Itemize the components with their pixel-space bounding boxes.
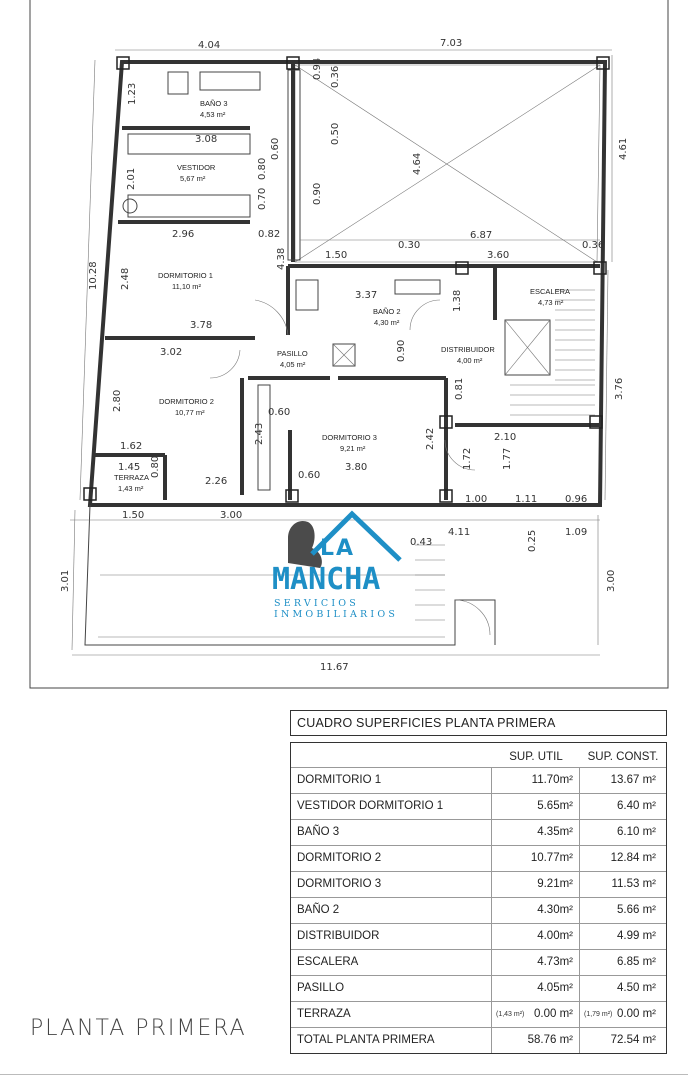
sink <box>200 72 260 90</box>
dimension-label: 4.11 <box>448 527 471 538</box>
row-util: 10.77m² <box>492 846 580 871</box>
room-name: DORMITORIO 3 <box>322 433 377 442</box>
dimension-label: 1.11 <box>515 494 538 505</box>
dimension-label: 3.08 <box>195 134 218 145</box>
row-const: 6.85 m² <box>617 956 656 968</box>
dimension-label: 2.80 <box>112 389 123 412</box>
dimension-label: 0.80 <box>257 157 268 180</box>
table-row <box>291 975 666 1001</box>
table-row <box>291 897 666 923</box>
row-const-cell <box>580 1002 666 1027</box>
room-area: 1,43 m² <box>118 484 144 493</box>
dimension-label: 11.67 <box>320 662 349 673</box>
column-header-util: SUP. UTIL <box>509 751 563 763</box>
dimension-label: 7.03 <box>440 38 463 49</box>
dimension-label: 0.90 <box>396 339 407 362</box>
dimension-label: 3.02 <box>160 347 183 358</box>
row-name: BAÑO 2 <box>291 898 492 923</box>
door-swing <box>455 600 490 635</box>
dimension-label: 2.42 <box>425 427 436 450</box>
table-header <box>291 743 666 767</box>
sink <box>395 280 440 294</box>
row-util: 4.30m² <box>492 898 580 923</box>
row-util: 4.00m² <box>492 924 580 949</box>
row-const: 6.10 m² <box>617 826 656 838</box>
util-note: (1,43 m²) <box>496 1011 525 1018</box>
row-name: DISTRIBUIDOR <box>291 924 492 949</box>
logo-mancha-text: MANCHA <box>272 562 381 597</box>
dimension-label: 1.45 <box>118 462 141 473</box>
table-row <box>291 793 666 819</box>
room-name: BAÑO 2 <box>373 307 401 316</box>
table-row <box>291 871 666 897</box>
dimension-label: 1.77 <box>502 447 513 470</box>
total-util: 58.76 m² <box>492 1028 580 1053</box>
dimension-label: 1.09 <box>565 527 588 538</box>
table-row <box>291 1001 666 1027</box>
table-title: CUADRO SUPERFICIES PLANTA PRIMERA <box>290 710 667 736</box>
dimension-label: 4.64 <box>412 152 423 175</box>
shower <box>296 280 318 310</box>
dimension-label: 3.76 <box>614 377 625 400</box>
dimension-label: 0.70 <box>257 187 268 210</box>
row-const: 13.67 m² <box>610 774 656 786</box>
logo-subtitle-2: INMOBILIARIOS <box>274 609 399 620</box>
room-area: 11,10 m² <box>172 282 202 291</box>
row-util-cell <box>492 1002 580 1027</box>
dimension-label: 4.04 <box>198 40 221 51</box>
dimension-label: 2.01 <box>126 167 137 190</box>
dimension-label: 10.28 <box>88 261 99 290</box>
row-const: 5.66 m² <box>617 904 656 916</box>
const-note: (1,79 m²) <box>584 1011 613 1018</box>
table-total-row <box>291 1027 666 1053</box>
dimension-label: 0.50 <box>330 122 341 145</box>
row-util: 4.73m² <box>492 950 580 975</box>
surface-table <box>290 710 667 1054</box>
door-swing <box>210 350 240 378</box>
dimension-label: 0.90 <box>312 182 323 205</box>
row-const: 12.84 m² <box>610 852 656 864</box>
row-name: BAÑO 3 <box>291 820 492 845</box>
room-area: 4,00 m² <box>457 356 483 365</box>
room-area: 4,73 m² <box>538 298 564 307</box>
dimension-label: 0.60 <box>298 470 321 481</box>
door-swing <box>410 300 440 330</box>
table-row <box>291 819 666 845</box>
plan-title: PLANTA PRIMERA <box>30 1016 247 1041</box>
company-logo <box>268 508 418 618</box>
dimension-label: 3.01 <box>60 569 71 592</box>
toilet <box>168 72 188 94</box>
room-name: DORMITORIO 2 <box>159 397 214 406</box>
dimension-label: 3.80 <box>345 462 368 473</box>
row-name: DORMITORIO 2 <box>291 846 492 871</box>
dimension-label: 2.26 <box>205 476 228 487</box>
row-util: 0.00 m² <box>534 1008 573 1020</box>
dimension-label: 3.78 <box>190 320 213 331</box>
dimension-label: 0.30 <box>398 240 421 251</box>
room-area: 4,05 m² <box>280 360 306 369</box>
dimension-label: 1.72 <box>462 447 473 470</box>
dimension-label: 0.43 <box>410 537 433 548</box>
dimension-label: 0.81 <box>454 377 465 400</box>
room-area: 9,21 m² <box>340 444 366 453</box>
row-name: TERRAZA <box>291 1002 492 1027</box>
row-const: 0.00 m² <box>617 1008 656 1020</box>
dimension-label: 6.87 <box>470 230 493 241</box>
door-swing <box>255 300 288 335</box>
room-area: 10,77 m² <box>175 408 205 417</box>
room-name: BAÑO 3 <box>200 99 228 108</box>
dimension-label: 1.50 <box>325 250 348 261</box>
dimension-label: 2.48 <box>120 267 131 290</box>
total-const: 72.54 m² <box>610 1034 656 1046</box>
table-row <box>291 949 666 975</box>
dimension-label: 0.60 <box>270 137 281 160</box>
dimension-label: 4.61 <box>618 137 629 160</box>
room-name: DORMITORIO 1 <box>158 271 213 280</box>
room-area: 4,30 m² <box>374 318 400 327</box>
dimension-label: 0.96 <box>565 494 588 505</box>
room-name: PASILLO <box>277 349 308 358</box>
fixture <box>123 199 137 213</box>
dimension-label: 0.60 <box>268 407 291 418</box>
dimension-label: 0.80 <box>150 455 161 478</box>
table-row <box>291 845 666 871</box>
dimension-label: 2.96 <box>172 229 195 240</box>
room-name: ESCALERA <box>530 287 571 296</box>
dimension-label: 1.62 <box>120 441 143 452</box>
room-area: 4,53 m² <box>200 110 226 119</box>
row-const: 11.53 m² <box>611 878 656 890</box>
closet <box>128 134 250 154</box>
dimension-label: 0.82 <box>258 229 281 240</box>
row-name: DORMITORIO 3 <box>291 872 492 897</box>
row-name: VESTIDOR DORMITORIO 1 <box>291 794 492 819</box>
row-util: 4.35m² <box>492 820 580 845</box>
room-name: TERRAZA <box>114 473 150 482</box>
room-area: 5,67 m² <box>180 174 206 183</box>
dimension-label: 0.25 <box>527 529 538 552</box>
dimension-label: 1.38 <box>452 289 463 312</box>
bottom-divider <box>0 1074 688 1075</box>
row-util: 9.21m² <box>492 872 580 897</box>
dimension-label: 2.43 <box>254 422 265 445</box>
dimension-label: 0.94 <box>312 57 323 80</box>
dimension-label: 0.36 <box>582 240 605 251</box>
column-header-const: SUP. CONST. <box>587 751 659 763</box>
row-const: 4.50 m² <box>617 982 656 994</box>
row-util: 4.05m² <box>492 976 580 1001</box>
row-name: PASILLO <box>291 976 492 1001</box>
dimension-label: 3.00 <box>220 510 243 521</box>
room-name: DISTRIBUIDOR <box>441 345 495 354</box>
logo-subtitle-1: SERVICIOS <box>274 598 359 609</box>
row-const: 4.99 m² <box>617 930 656 942</box>
dimension-label: 3.37 <box>355 290 378 301</box>
row-const: 6.40 m² <box>617 800 656 812</box>
table-row <box>291 767 666 793</box>
dimension-label: 4.38 <box>276 247 287 270</box>
total-name: TOTAL PLANTA PRIMERA <box>291 1028 492 1053</box>
row-util: 11.70m² <box>492 768 580 793</box>
dimension-label: 2.10 <box>494 432 517 443</box>
dimension-label: 1.50 <box>122 510 145 521</box>
room-name: VESTIDOR <box>177 163 216 172</box>
dimension-label: 0.36 <box>330 65 341 88</box>
logo-la-text: LA <box>320 536 356 561</box>
row-name: DORMITORIO 1 <box>291 768 492 793</box>
dimension-label: 1.23 <box>127 82 138 105</box>
table-row <box>291 923 666 949</box>
closet <box>128 195 250 217</box>
dimension-label: 1.00 <box>465 494 488 505</box>
row-name: ESCALERA <box>291 950 492 975</box>
dimension-label: 3.00 <box>606 569 617 592</box>
dimension-label: 3.60 <box>487 250 510 261</box>
table-body <box>290 742 667 1054</box>
row-util: 5.65m² <box>492 794 580 819</box>
